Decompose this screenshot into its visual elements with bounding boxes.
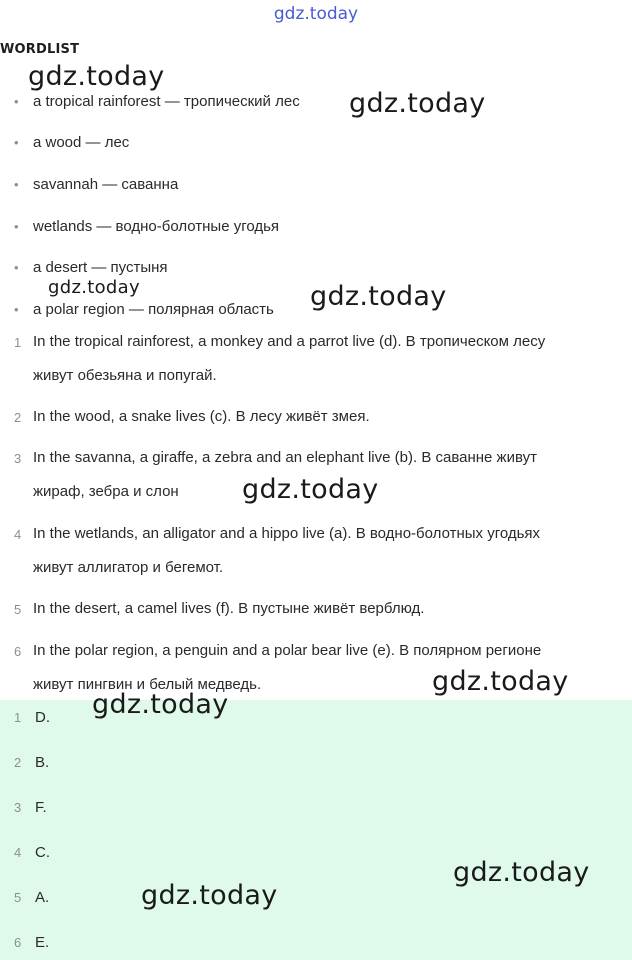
answer-number: 2 <box>14 755 22 770</box>
wordlist-item <box>14 301 274 318</box>
wordlist-item <box>14 259 168 276</box>
answer-number: 3 <box>14 800 22 815</box>
sentence-line: In the desert, a camel lives (f). В пустыне живёт верблюд. <box>33 600 425 617</box>
watermark: gdz.today <box>141 880 278 911</box>
sentence-number: 4 <box>14 527 22 542</box>
wordlist-heading: WORDLIST <box>0 42 80 57</box>
sentence-number: 2 <box>14 410 22 425</box>
wordlist-item-text: a polar region — полярная область <box>33 301 274 318</box>
sentence-line: In the wetlands, an alligator and a hippo live (a). В водно-болотных угодьях <box>33 525 541 542</box>
watermark: gdz.today <box>92 689 229 720</box>
wordlist-item-text: a tropical rainforest — тропический лес <box>33 93 300 110</box>
bullet-icon: • <box>14 302 19 317</box>
sentence-text <box>33 592 628 626</box>
wordlist-item-text: a desert — пустыня <box>33 259 168 276</box>
wordlist-item <box>14 218 279 235</box>
watermark: gdz.today <box>432 666 569 697</box>
answer-value: C. <box>35 844 50 861</box>
sentence-number: 6 <box>14 644 22 659</box>
site-watermark-top: gdz.today <box>273 4 359 24</box>
wordlist-item-text: wetlands — водно-болотные угодья <box>33 218 280 235</box>
watermark: gdz.today <box>310 281 447 312</box>
wordlist-item <box>14 176 178 193</box>
answer-value: E. <box>35 934 50 951</box>
sentence-line: In the wood, a snake lives (c). В лесу живёт змея. <box>33 408 370 425</box>
sentence-text <box>33 325 628 393</box>
sentence-number: 5 <box>14 602 22 617</box>
sentence-text <box>33 400 628 434</box>
watermark: gdz.today <box>349 88 486 119</box>
answer-number: 5 <box>14 890 22 905</box>
wordlist-item <box>14 93 300 110</box>
sentence-line: In the savanna, a giraffe, a zebra and an elephant live (b). В саванне живут <box>33 449 537 466</box>
answer-value: D. <box>35 709 50 726</box>
bullet-icon: • <box>14 94 19 109</box>
answer-value: F. <box>35 799 47 816</box>
answer-value: B. <box>35 754 50 771</box>
sentence-number: 3 <box>14 451 22 466</box>
answers-panel <box>0 700 632 960</box>
watermark: gdz.today <box>48 277 140 298</box>
bullet-icon: • <box>14 177 19 192</box>
bullet-icon: • <box>14 219 19 234</box>
answer-number: 4 <box>14 845 22 860</box>
watermark: gdz.today <box>28 61 165 92</box>
sentence-line: живут пингвин и белый медведь. <box>33 676 262 693</box>
bullet-icon: • <box>14 260 19 275</box>
wordlist-item <box>14 134 129 151</box>
answer-value: A. <box>35 889 50 906</box>
wordlist-item-text: a wood — лес <box>33 134 130 151</box>
sentence-line: In the polar region, a penguin and a polar bear live (e). В полярном регионе <box>33 642 542 659</box>
watermark: gdz.today <box>453 857 590 888</box>
sentence-line: жираф, зебра и слон <box>33 483 179 500</box>
answer-number: 6 <box>14 935 22 950</box>
watermark: gdz.today <box>242 474 379 505</box>
sentence-line: живут обезьяна и попугай. <box>33 367 217 384</box>
bullet-icon: • <box>14 135 19 150</box>
sentence-line: живут аллигатор и бегемот. <box>33 559 224 576</box>
sentence-number: 1 <box>14 335 22 350</box>
answer-number: 1 <box>14 710 22 725</box>
wordlist-item-text: savannah — саванна <box>33 176 179 193</box>
sentence-text <box>33 517 628 585</box>
sentence-line: In the tropical rainforest, a monkey and a parrot live (d). В тропическом лесу <box>33 333 546 350</box>
